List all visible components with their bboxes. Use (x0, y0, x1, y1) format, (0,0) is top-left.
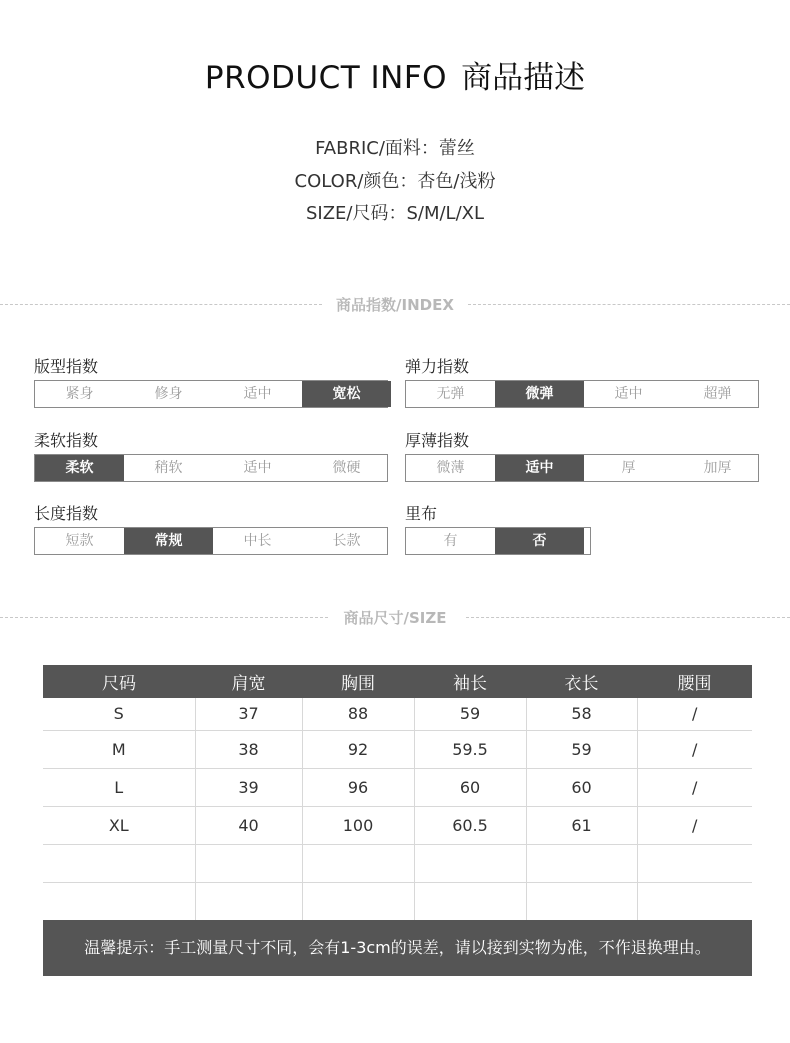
index-bar-softness (34, 454, 388, 482)
index-option: 短款 (65, 533, 94, 549)
index-option: 宽松 (302, 381, 391, 407)
index-option: 超弹 (703, 386, 732, 402)
index-option: 常规 (124, 528, 213, 554)
index-bar-thickness (405, 454, 759, 482)
spec-color: COLOR/颜色：杏色/浅粉 (294, 171, 496, 192)
size-table-header-cell: 胸围 (302, 665, 414, 698)
index-option: 柔软 (35, 455, 124, 481)
index-bar-elasticity (405, 380, 759, 408)
table-cell: / (637, 806, 752, 844)
table-cell (43, 882, 195, 920)
index-title-elasticity: 弹力指数 (405, 357, 470, 376)
index-bar-fit (34, 380, 388, 408)
spec-size: SIZE/尺码：S/M/L/XL (305, 203, 485, 224)
index-option: 稍软 (154, 460, 183, 476)
page-title-chinese: 商品描述 (461, 60, 586, 96)
index-group-fit (34, 357, 361, 402)
index-title-length: 长度指数 (34, 504, 99, 523)
table-cell (526, 844, 637, 882)
index-bar-length (34, 527, 388, 555)
table-row (43, 698, 752, 730)
index-option: 否 (495, 528, 584, 554)
table-cell (414, 882, 526, 920)
index-option: 微硬 (332, 460, 361, 476)
table-cell: / (637, 768, 752, 806)
index-group-length (34, 504, 361, 549)
table-row (43, 844, 752, 882)
index-option: 无弹 (436, 386, 465, 402)
index-option: 紧身 (65, 386, 94, 402)
index-option: 适中 (495, 455, 584, 481)
table-cell: 60 (414, 768, 526, 806)
index-group-softness (34, 431, 361, 476)
index-option: 加厚 (703, 460, 732, 476)
table-cell (526, 882, 637, 920)
index-title-thickness: 厚薄指数 (405, 431, 470, 450)
table-cell: 40 (195, 806, 302, 844)
table-cell: 100 (302, 806, 414, 844)
table-cell: 38 (195, 730, 302, 768)
index-option: 适中 (614, 386, 643, 402)
table-cell: / (637, 698, 752, 730)
table-cell: 39 (195, 768, 302, 806)
table-cell: 59 (526, 730, 637, 768)
index-section-label: 商品指数/INDEX (336, 296, 454, 314)
table-cell: 61 (526, 806, 637, 844)
table-cell (43, 844, 195, 882)
measurement-note: 温馨提示：手工测量尺寸不同，会有1-3cm的误差，请以接到实物为准，不作退换理由。 (43, 920, 752, 976)
index-option: 修身 (154, 386, 183, 402)
table-cell: L (43, 768, 195, 806)
page-title (0, 52, 790, 97)
index-group-elasticity (405, 357, 732, 402)
table-row (43, 730, 752, 768)
table-cell (195, 882, 302, 920)
table-row (43, 882, 752, 920)
table-cell (637, 882, 752, 920)
index-option: 微弹 (495, 381, 584, 407)
table-cell: 59.5 (414, 730, 526, 768)
index-title-softness: 柔软指数 (34, 431, 99, 450)
table-cell (302, 844, 414, 882)
table-cell (637, 844, 752, 882)
table-cell: 88 (302, 698, 414, 730)
table-row (43, 768, 752, 806)
size-table-header-cell: 腰围 (637, 665, 752, 698)
table-cell (414, 844, 526, 882)
size-table-header-cell: 衣长 (526, 665, 637, 698)
spec-fabric: FABRIC/面料：蕾丝 (315, 138, 475, 159)
size-table-header-cell: 尺码 (43, 665, 195, 698)
size-section-divider (0, 608, 790, 628)
size-table-header (43, 665, 752, 698)
table-cell (302, 882, 414, 920)
table-cell: 37 (195, 698, 302, 730)
table-row (43, 806, 752, 844)
index-option: 微薄 (436, 460, 465, 476)
table-cell: / (637, 730, 752, 768)
index-title-lining: 里布 (405, 504, 438, 523)
index-group-thickness (405, 431, 732, 476)
index-option: 长款 (332, 533, 361, 549)
table-cell: 96 (302, 768, 414, 806)
table-cell (195, 844, 302, 882)
index-option: 适中 (243, 460, 272, 476)
index-option: 厚 (621, 460, 636, 476)
table-cell: 60.5 (414, 806, 526, 844)
table-cell: XL (43, 806, 195, 844)
table-cell: S (43, 698, 195, 730)
size-section-label: 商品尺寸/SIZE (343, 609, 447, 627)
size-table-header-cell: 袖长 (414, 665, 526, 698)
table-cell: 60 (526, 768, 637, 806)
index-bar-lining (405, 527, 591, 555)
page-title-english: PRODUCT INFO (204, 60, 448, 96)
index-option: 有 (443, 533, 458, 549)
table-cell: M (43, 730, 195, 768)
index-group-lining (405, 504, 547, 549)
table-cell: 92 (302, 730, 414, 768)
size-table-header-cell: 肩宽 (195, 665, 302, 698)
index-section-divider (0, 295, 790, 315)
table-cell: 58 (526, 698, 637, 730)
index-option: 中长 (243, 533, 272, 549)
table-cell: 59 (414, 698, 526, 730)
index-title-fit: 版型指数 (34, 357, 99, 376)
index-option: 适中 (243, 386, 272, 402)
size-table (43, 665, 752, 921)
